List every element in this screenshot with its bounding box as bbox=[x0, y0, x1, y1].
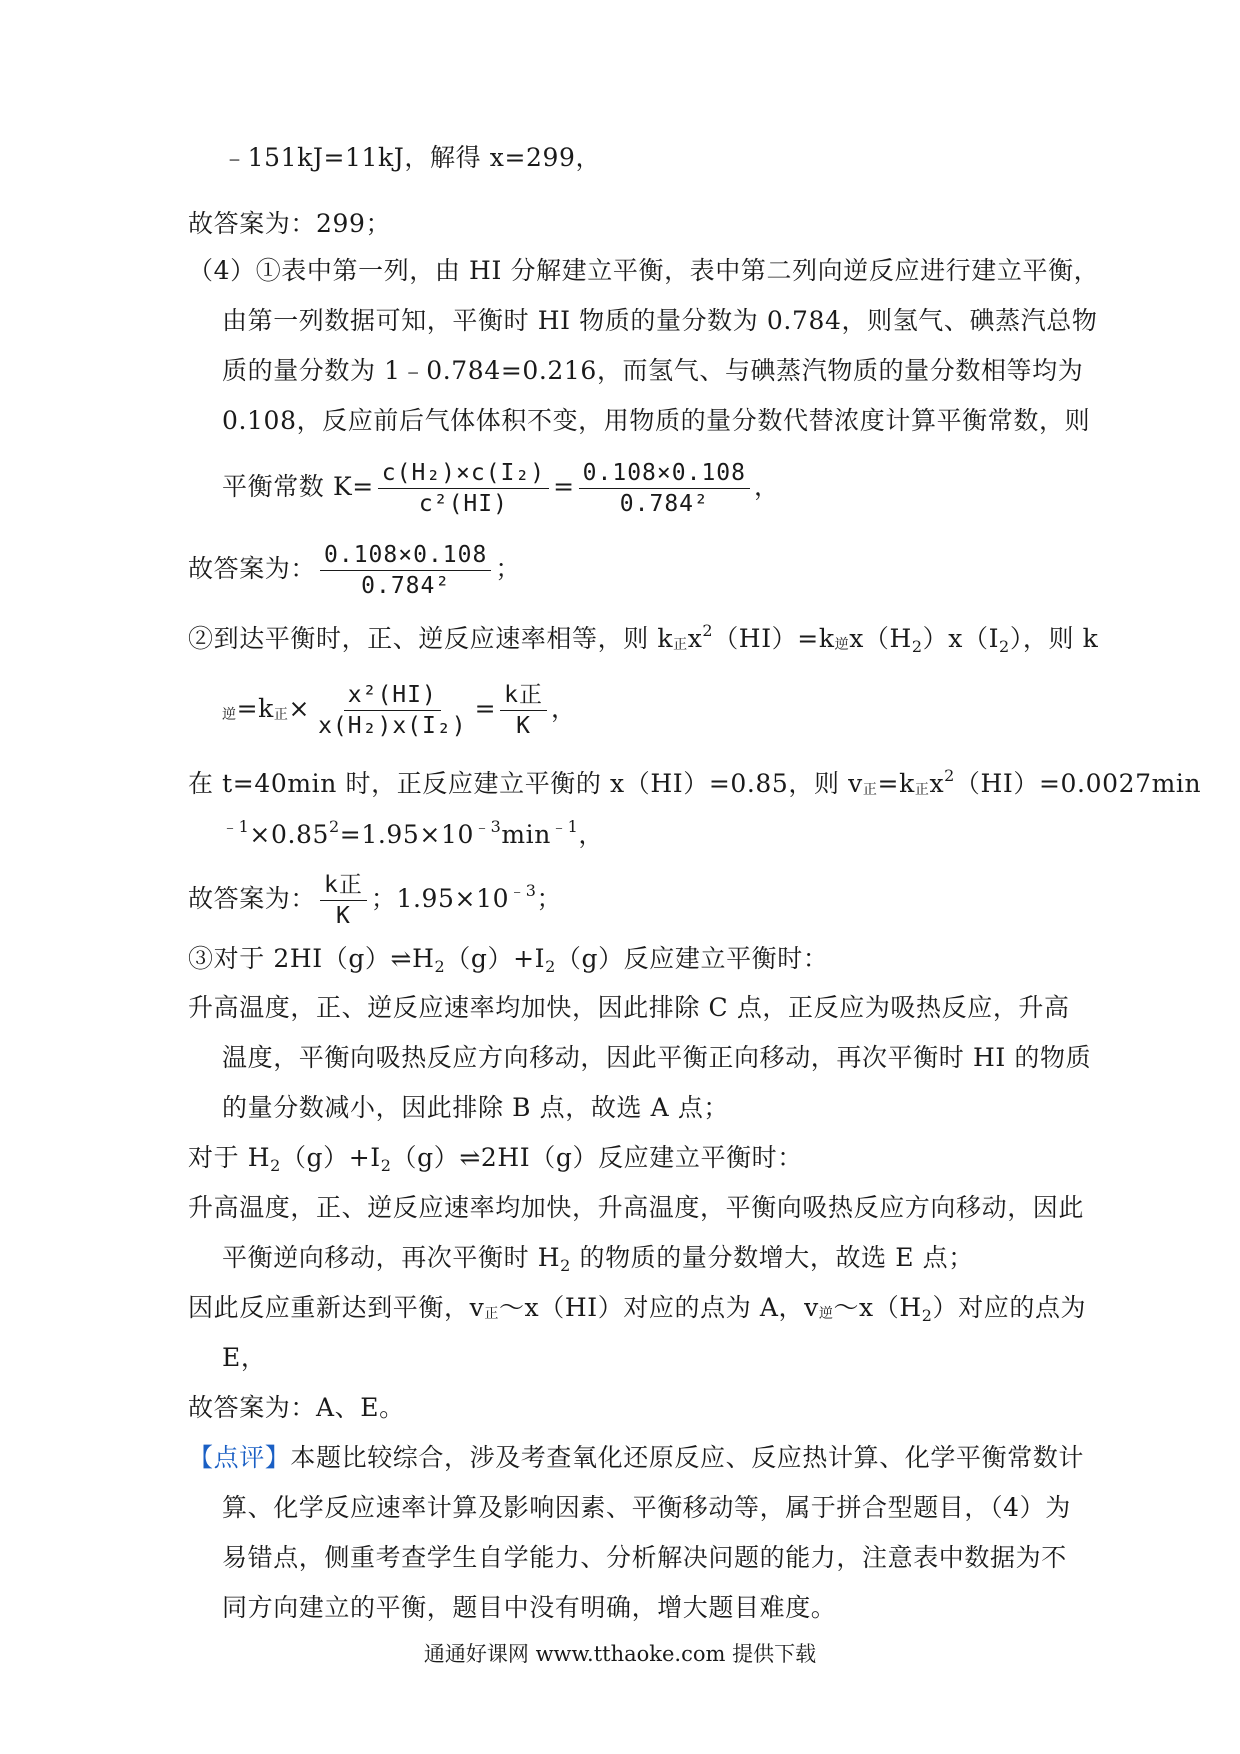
text: =k bbox=[236, 694, 274, 723]
text: x（H bbox=[849, 624, 912, 653]
text-line: 同方向建立的平衡，题目中没有明确，增大题目难度。 bbox=[222, 1593, 837, 1622]
comment-tag: 【点评】 bbox=[188, 1443, 291, 1472]
text: （g）+I bbox=[445, 944, 546, 973]
subscript: 正 bbox=[484, 1306, 499, 1322]
text: ②到达平衡时，正、逆反应速率相等，则 k bbox=[188, 624, 674, 653]
rate-equality-line bbox=[188, 616, 1098, 662]
denominator: 0.784² bbox=[619, 491, 709, 517]
text: =1.95×10 bbox=[339, 820, 474, 849]
text: min bbox=[501, 820, 551, 849]
equilibrium-constant-line bbox=[222, 458, 780, 519]
text: （g）+I bbox=[280, 1143, 381, 1172]
answer-line bbox=[188, 540, 521, 601]
subscript: 2 bbox=[380, 1156, 392, 1175]
page-footer: 通通好课网 www.tthaoke.com 提供下载 bbox=[423, 1642, 817, 1666]
text: 平衡逆向移动，再次平衡时 H bbox=[222, 1243, 561, 1272]
text: ， bbox=[754, 472, 780, 501]
subscript: 2 bbox=[545, 957, 556, 976]
text-line: 质的量分数为 1﹣0.784=0.216，而氢气、与碘蒸汽物质的量分数相等均为 bbox=[222, 356, 1084, 385]
text-line: 0.108，反应前后气体体积不变，用物质的量分数代替浓度计算平衡常数，则 bbox=[222, 406, 1091, 435]
text: ， bbox=[578, 820, 604, 849]
text: 因此反应重新达到平衡，v bbox=[188, 1293, 485, 1322]
fraction-k-over-K bbox=[500, 680, 547, 741]
rate-calc-line bbox=[188, 761, 1201, 805]
superscript: ﹣3 bbox=[473, 817, 502, 836]
text: ； bbox=[495, 554, 521, 583]
text: （HI）=k bbox=[713, 624, 835, 653]
fraction-mole-fractions bbox=[314, 680, 470, 741]
text-line: 故答案为：299； bbox=[188, 209, 392, 238]
text-line: （4）①表中第一列，由 HI 分解建立平衡，表中第二列向逆反应进行建立平衡， bbox=[188, 256, 1100, 285]
superscript: ﹣1 bbox=[222, 817, 250, 836]
comment-line bbox=[188, 1443, 1084, 1473]
equals-sign: = bbox=[474, 694, 497, 723]
subscript: 正 bbox=[273, 707, 289, 723]
rate-result-line bbox=[222, 812, 604, 850]
text: ～x（H bbox=[833, 1293, 922, 1322]
text-line bbox=[222, 1243, 974, 1281]
subscript: 2 bbox=[270, 1156, 281, 1175]
denominator: K bbox=[336, 903, 351, 929]
subscript: 逆 bbox=[818, 1306, 834, 1322]
text-line: 故答案为：A、E。 bbox=[188, 1393, 405, 1422]
text: ； bbox=[536, 884, 563, 913]
text: ），则 k bbox=[1009, 624, 1099, 653]
superscript: ﹣1 bbox=[550, 817, 579, 836]
text: ～x（HI）对应的点为 A，v bbox=[498, 1293, 819, 1322]
superscript: ﹣3 bbox=[509, 881, 537, 900]
subscript: 正 bbox=[914, 782, 930, 798]
text: 在 t=40min 时，正反应建立平衡的 x（HI）=0.85，则 v bbox=[188, 769, 863, 798]
subscript: 2 bbox=[911, 637, 923, 656]
text: x bbox=[929, 769, 945, 798]
text: ， bbox=[550, 694, 577, 723]
subscript: 2 bbox=[560, 1256, 571, 1275]
equals-sign: = bbox=[553, 472, 575, 501]
reaction-line-2 bbox=[188, 1143, 803, 1181]
numerator: c(H₂)×c(I₂) bbox=[378, 458, 549, 489]
text: 故答案为： bbox=[188, 884, 317, 913]
subscript: 2 bbox=[921, 1306, 933, 1325]
denominator: 0.784² bbox=[361, 573, 451, 599]
subscript: 2 bbox=[999, 637, 1010, 656]
text-line bbox=[188, 1293, 1086, 1331]
numerator: k正 bbox=[320, 870, 367, 901]
text: 对于 H bbox=[188, 1143, 271, 1172]
fraction-answer bbox=[320, 540, 491, 601]
text: 本题比较综合，涉及考查氧化还原反应、反应热计算、化学平衡常数计 bbox=[290, 1443, 1085, 1472]
fraction-K-definition bbox=[378, 458, 549, 519]
text: × bbox=[288, 694, 311, 723]
text-line: 的量分数减小，因此排除 B 点，故选 A 点； bbox=[222, 1093, 730, 1122]
superscript: 2 bbox=[702, 621, 714, 640]
text-line: ﹣151kJ=11kJ，解得 x=299， bbox=[222, 143, 602, 172]
subscript: 正 bbox=[673, 637, 688, 653]
fraction-K-value bbox=[579, 458, 750, 519]
text-line: 升高温度，正、逆反应速率均加快，升高温度，平衡向吸热反应方向移动，因此 bbox=[188, 1193, 1085, 1222]
denominator: K bbox=[516, 713, 531, 739]
text: 的物质的量分数增大，故选 E 点； bbox=[570, 1243, 974, 1272]
numerator: x²(HI) bbox=[344, 680, 441, 711]
k-reverse-line bbox=[222, 680, 577, 741]
text: （HI）=0.0027min bbox=[954, 769, 1202, 798]
text: （g）反应建立平衡时： bbox=[555, 944, 829, 973]
denominator: x(H₂)x(I₂) bbox=[318, 713, 467, 739]
answer-line-2 bbox=[188, 870, 562, 931]
text: （g）⇌2HI（g）反应建立平衡时： bbox=[391, 1143, 803, 1172]
text: 故答案为： bbox=[188, 554, 317, 583]
text-line: 易错点，侧重考查学生自学能力、分析解决问题的能力，注意表中数据为不 bbox=[222, 1543, 1067, 1572]
text: =k bbox=[877, 769, 915, 798]
text-line: 温度，平衡向吸热反应方向移动，因此平衡正向移动，再次平衡时 HI 的物质 bbox=[222, 1043, 1092, 1072]
text: ×0.85 bbox=[249, 820, 330, 849]
text-line: 算、化学反应速率计算及影响因素、平衡移动等，属于拼合型题目，（4）为 bbox=[222, 1493, 1071, 1522]
subscript: 正 bbox=[862, 782, 878, 798]
subscript: 逆 bbox=[222, 707, 237, 723]
reaction-line bbox=[188, 944, 828, 982]
numerator: k正 bbox=[500, 680, 547, 711]
subscript: 逆 bbox=[834, 637, 850, 653]
text-line: 由第一列数据可知，平衡时 HI 物质的量分数为 0.784，则氢气、碘蒸汽总物 bbox=[222, 306, 1098, 335]
numerator: 0.108×0.108 bbox=[320, 540, 491, 571]
text-line: E， bbox=[222, 1343, 267, 1372]
denominator: c²(HI) bbox=[418, 491, 508, 517]
text: ）x（I bbox=[922, 624, 1000, 653]
text: x bbox=[687, 624, 703, 653]
text: ③对于 2HI（g）⇌H bbox=[188, 944, 435, 973]
superscript: 2 bbox=[944, 766, 955, 785]
subscript: 2 bbox=[434, 957, 446, 976]
text: ；1.95×10 bbox=[370, 884, 510, 913]
fraction-answer-2 bbox=[320, 870, 367, 931]
text: 平衡常数 K= bbox=[222, 472, 374, 501]
text: ）对应的点为 bbox=[932, 1293, 1087, 1322]
numerator: 0.108×0.108 bbox=[579, 458, 750, 489]
text-line: 升高温度，正、逆反应速率均加快，因此排除 C 点，正反应为吸热反应，升高 bbox=[188, 993, 1070, 1022]
superscript: 2 bbox=[329, 817, 340, 836]
